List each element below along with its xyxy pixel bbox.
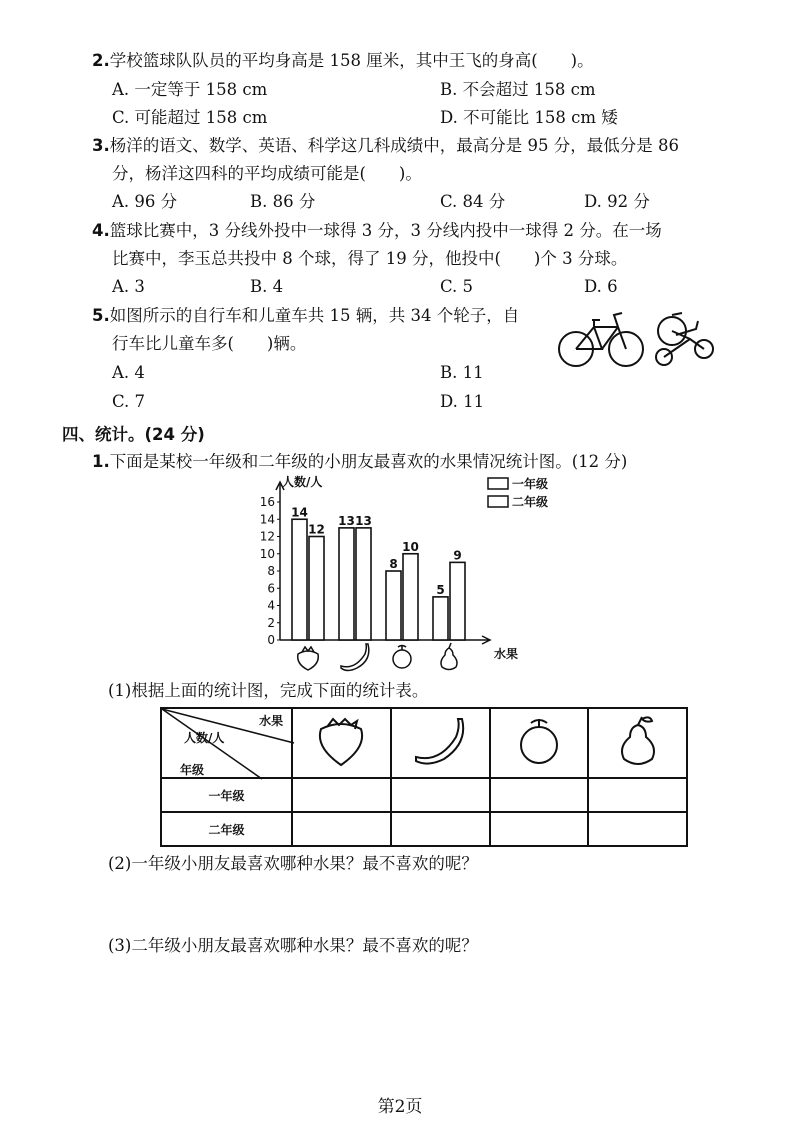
row-label-grade2: 二年级 bbox=[161, 812, 292, 846]
bar-pear-series2 bbox=[450, 562, 465, 640]
bar-strawberry-series1 bbox=[292, 519, 307, 640]
q5-text-1: 如图所示的自行车和儿童车共 15 辆，共 34 个轮子，自 bbox=[109, 306, 520, 325]
answer-cell-grade2-apple[interactable] bbox=[490, 812, 589, 846]
row-label-grade1: 一年级 bbox=[161, 778, 292, 812]
q4-stem-line1 bbox=[92, 220, 662, 242]
s4-q1-stem bbox=[92, 451, 627, 473]
q5-stem-line1 bbox=[92, 305, 519, 327]
q2-number: 2. bbox=[92, 51, 110, 70]
bar-value-label: 12 bbox=[308, 522, 325, 537]
table-header-row bbox=[161, 708, 687, 778]
q4-number: 4. bbox=[92, 221, 110, 240]
bar-value-label: 14 bbox=[291, 505, 308, 520]
answer-cell-grade1-pear[interactable] bbox=[588, 778, 687, 812]
y-tick-label: 2 bbox=[267, 615, 275, 630]
y-tick-label: 16 bbox=[259, 495, 275, 509]
answer-cell-grade1-strawberry[interactable] bbox=[292, 778, 391, 812]
bar-strawberry-series2 bbox=[309, 537, 324, 641]
y-tick-label: 14 bbox=[259, 512, 275, 527]
bar-value-label: 13 bbox=[355, 513, 372, 528]
table-header-strawberry bbox=[292, 708, 391, 778]
bar-value-label: 8 bbox=[389, 557, 398, 571]
corner-label-fruit: 水果 bbox=[259, 714, 284, 728]
table-row bbox=[161, 778, 687, 812]
bicycle-icon bbox=[559, 313, 643, 366]
q5-number: 5. bbox=[92, 306, 110, 325]
x-axis-label: 水果 bbox=[494, 647, 519, 661]
bar-value-label: 9 bbox=[453, 548, 462, 563]
pear-icon bbox=[441, 643, 457, 670]
legend-label-series2: 二年级 bbox=[512, 495, 549, 509]
table-header-apple bbox=[490, 708, 589, 778]
y-tick-label: 8 bbox=[267, 564, 275, 578]
bar-value-label: 13 bbox=[338, 513, 355, 528]
strawberry-icon bbox=[311, 713, 371, 769]
q3-number: 3. bbox=[92, 136, 110, 155]
s4-q1-number: 1. bbox=[92, 452, 110, 471]
apple-icon bbox=[393, 645, 411, 668]
y-tick-label: 6 bbox=[267, 581, 275, 596]
q5-option-a[interactable]: A. 4 bbox=[112, 363, 145, 382]
q5-option-c[interactable]: C. 7 bbox=[112, 392, 146, 411]
q3-stem-line1 bbox=[92, 135, 679, 157]
legend-swatch-series1 bbox=[488, 478, 508, 489]
answer-cell-grade1-apple[interactable] bbox=[490, 778, 589, 812]
q4-option-d[interactable]: D. 6 bbox=[584, 277, 618, 296]
chart-fruit-icons bbox=[298, 643, 457, 671]
bar-pear-series1 bbox=[433, 597, 448, 640]
corner-label-grade: 年级 bbox=[180, 763, 205, 777]
bar-apple-series1 bbox=[386, 571, 401, 640]
y-tick-label: 12 bbox=[259, 529, 275, 544]
q3-option-d[interactable]: D. 92 分 bbox=[584, 192, 650, 211]
q4-option-c[interactable]: C. 5 bbox=[440, 277, 474, 296]
q4-text-2: 比赛中，李玉总共投中 8 个球，得了 19 分，他投中( )个 3 分球。 bbox=[112, 249, 628, 268]
fruit-bar-chart bbox=[250, 474, 549, 670]
answer-cell-grade1-banana[interactable] bbox=[391, 778, 490, 812]
q3-option-a[interactable]: A. 96 分 bbox=[112, 192, 178, 211]
table-row bbox=[161, 812, 687, 846]
y-axis-label: 人数/人 bbox=[282, 475, 323, 489]
q3-text-2: 分，杨洋这四科的平均成绩可能是( )。 bbox=[112, 164, 422, 183]
table-corner-cell bbox=[161, 708, 292, 778]
legend-swatch-series2 bbox=[488, 496, 508, 507]
bar-banana-series1 bbox=[339, 528, 354, 640]
banana-icon bbox=[341, 644, 369, 671]
y-tick-label: 0 bbox=[267, 633, 275, 647]
apple-icon bbox=[509, 713, 569, 769]
table-header-banana bbox=[391, 708, 490, 778]
q2-option-a[interactable]: A. 一定等于 158 cm bbox=[112, 80, 268, 99]
q2-option-c[interactable]: C. 可能超过 158 cm bbox=[112, 108, 268, 127]
q3-option-c[interactable]: C. 84 分 bbox=[440, 192, 506, 211]
section-title: 四、统计。(24 分) bbox=[62, 425, 205, 444]
chart-bars bbox=[292, 519, 465, 640]
q5-option-b[interactable]: B. 11 bbox=[440, 363, 484, 382]
strawberry-icon bbox=[298, 647, 319, 670]
answer-cell-grade2-pear[interactable] bbox=[588, 812, 687, 846]
banana-icon bbox=[410, 713, 470, 769]
bar-banana-series2 bbox=[356, 528, 371, 640]
q4-option-b[interactable]: B. 4 bbox=[250, 277, 284, 296]
bicycle-tricycle-illustration bbox=[556, 305, 716, 371]
q5-text-2: 行车比儿童车多( )辆。 bbox=[112, 334, 307, 353]
chart-legend bbox=[488, 476, 548, 509]
legend-label-series1: 一年级 bbox=[512, 477, 549, 491]
q2-text: 学校篮球队队员的平均身高是 158 厘米，其中王飞的身高( )。 bbox=[109, 51, 594, 70]
q4-option-a[interactable]: A. 3 bbox=[112, 277, 145, 296]
y-tick-label: 10 bbox=[259, 546, 275, 561]
y-tick-label: 4 bbox=[267, 598, 275, 613]
page-number: 第2页 bbox=[377, 1097, 423, 1117]
sub-question-1: (1)根据上面的统计图，完成下面的统计表。 bbox=[108, 681, 429, 700]
statistics-table bbox=[160, 707, 688, 847]
q2-stem bbox=[92, 50, 594, 72]
q3-text-1: 杨洋的语文、数学、英语、科学这几科成绩中，最高分是 95 分，最低分是 86 bbox=[109, 136, 679, 155]
answer-cell-grade2-strawberry[interactable] bbox=[292, 812, 391, 846]
sub-question-3: (3)二年级小朋友最喜欢哪种水果？最不喜欢的呢？ bbox=[108, 936, 478, 955]
q3-option-b[interactable]: B. 86 分 bbox=[250, 192, 316, 211]
pear-icon bbox=[608, 713, 668, 769]
answer-cell-grade2-banana[interactable] bbox=[391, 812, 490, 846]
tricycle-icon bbox=[656, 313, 713, 365]
table-header-pear bbox=[588, 708, 687, 778]
q5-option-d[interactable]: D. 11 bbox=[440, 392, 485, 411]
s4-q1-text: 下面是某校一年级和二年级的小朋友最喜欢的水果情况统计图。(12 分) bbox=[109, 452, 628, 471]
q2-option-b[interactable]: B. 不会超过 158 cm bbox=[440, 80, 596, 99]
corner-label-people: 人数/人 bbox=[184, 731, 225, 745]
bar-value-label: 10 bbox=[402, 539, 419, 554]
q4-text-1: 篮球比赛中，3 分线外投中一球得 3 分，3 分线内投中一球得 2 分。在一场 bbox=[109, 221, 662, 240]
bar-apple-series2 bbox=[403, 554, 418, 640]
q2-option-d[interactable]: D. 不可能比 158 cm 矮 bbox=[440, 108, 618, 127]
sub-question-2: (2)一年级小朋友最喜欢哪种水果？最不喜欢的呢？ bbox=[108, 854, 478, 873]
bar-value-label: 5 bbox=[436, 582, 445, 597]
